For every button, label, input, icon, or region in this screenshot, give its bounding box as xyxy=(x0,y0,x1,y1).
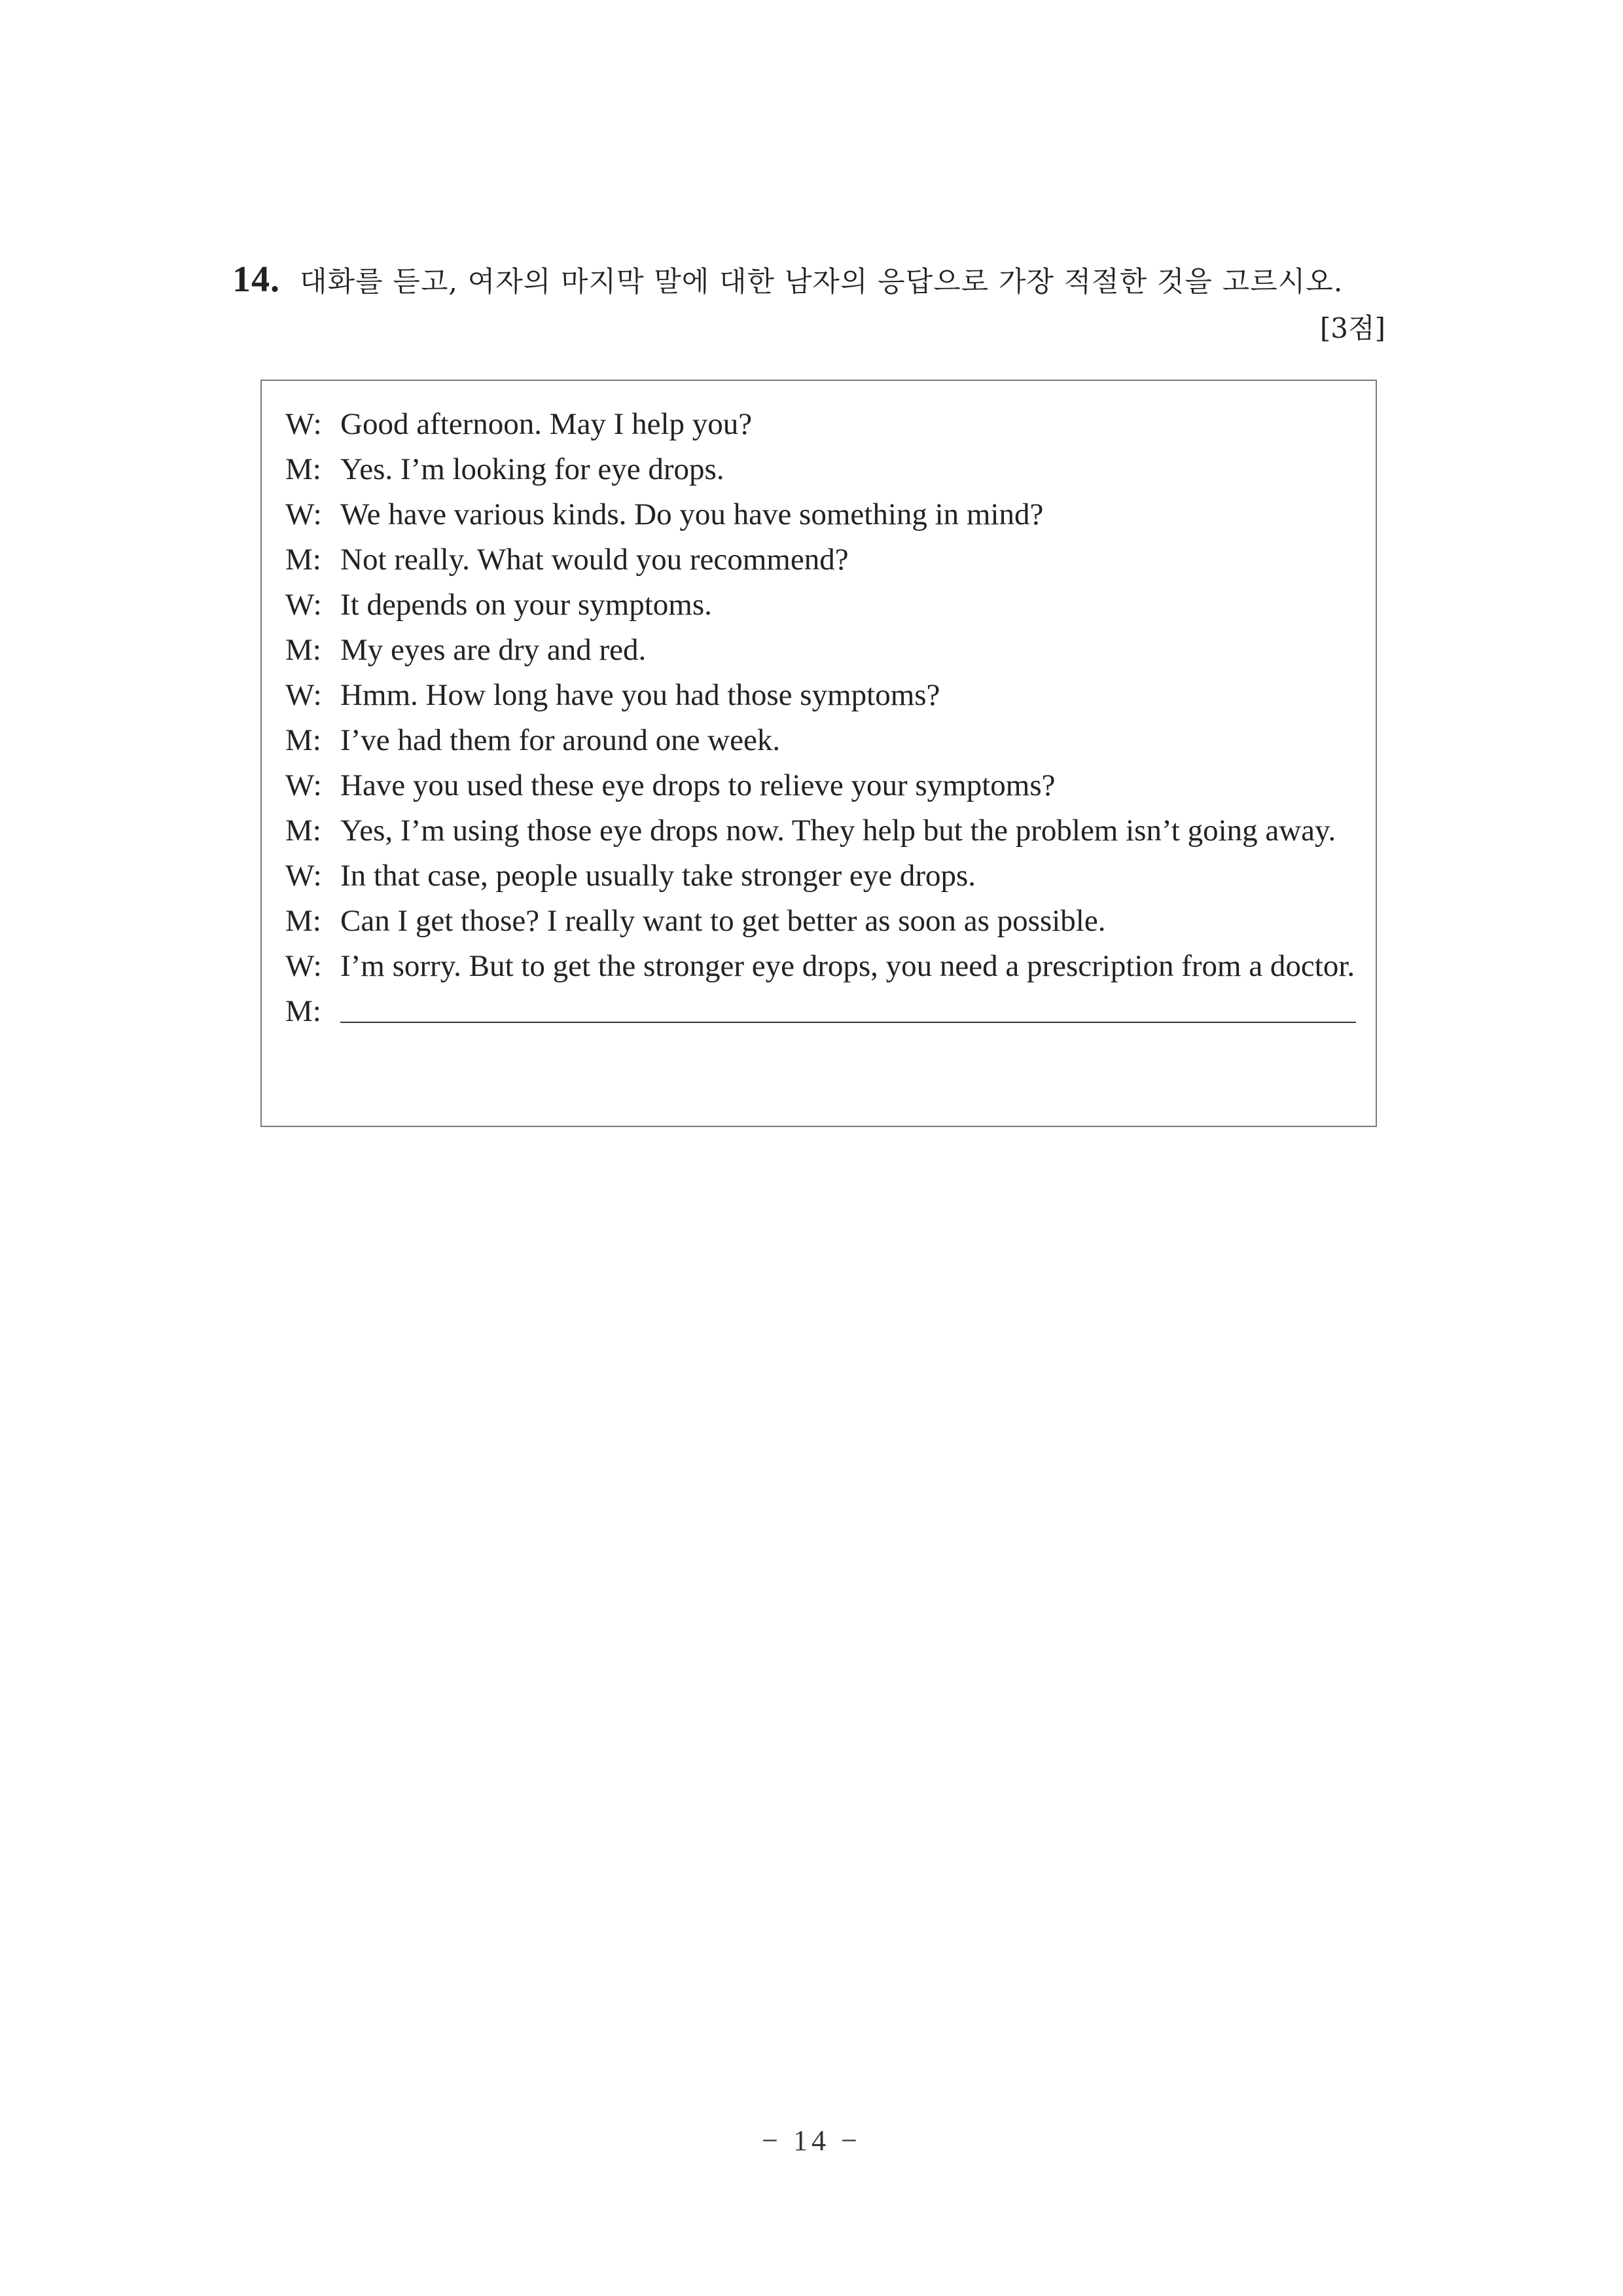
dialog-line xyxy=(285,673,1356,718)
dialog-line xyxy=(285,628,1356,673)
speaker-label: W: xyxy=(285,678,322,712)
page-number: − 14 − xyxy=(762,2125,861,2157)
speaker-label: M: xyxy=(285,452,321,486)
speaker-label: M: xyxy=(285,994,321,1028)
utterance: Have you used these eye drops to relieve your symptoms? xyxy=(340,768,1056,802)
question-line xyxy=(232,259,1385,300)
question-number: 14. xyxy=(232,259,280,300)
utterance: We have various kinds. Do you have something in mind? xyxy=(340,497,1044,531)
utterance: In that case, people usually take stronger eye drops. xyxy=(340,859,976,893)
utterance: Good afternoon. May I help you? xyxy=(340,407,753,441)
dialog-line xyxy=(285,583,1356,628)
speaker-label: M: xyxy=(285,543,321,577)
dialog-line xyxy=(285,853,1356,899)
speaker-label: M: xyxy=(285,633,321,667)
dialog-line xyxy=(285,402,1356,447)
dialog-lines xyxy=(285,402,1356,1034)
speaker-label: M: xyxy=(285,723,321,757)
dialog-line xyxy=(285,537,1356,583)
dialog-line xyxy=(285,718,1356,763)
speaker-label: M: xyxy=(285,904,321,938)
dialog-line xyxy=(285,763,1356,808)
speaker-label: W: xyxy=(285,588,322,622)
speaker-label: W: xyxy=(285,768,322,802)
dialog-line xyxy=(285,492,1356,537)
dialog-box xyxy=(260,380,1377,1127)
question-points: [3점] xyxy=(1319,312,1385,344)
dialog-line xyxy=(285,808,1356,853)
dialog-line xyxy=(285,899,1356,944)
speaker-label: W: xyxy=(285,497,322,531)
utterance: My eyes are dry and red. xyxy=(340,633,647,667)
dialog-line-answer xyxy=(285,989,1356,1034)
utterance: Yes, I’m using those eye drops now. They help but the problem isn’t going away. xyxy=(340,814,1336,848)
question-prompt: 대화를 듣고, 여자의 마지막 말에 대한 남자의 응답으로 가장 적절한 것을 고르시오. xyxy=(300,266,1344,298)
question-header xyxy=(232,259,1385,346)
utterance: Can I get those? I really want to get better as soon as possible. xyxy=(340,904,1106,938)
dialog-line xyxy=(285,447,1356,492)
utterance: It depends on your symptoms. xyxy=(340,588,712,622)
utterance: Not really. What would you recommend? xyxy=(340,543,849,577)
utterance: Hmm. How long have you had those symptoms? xyxy=(340,678,940,712)
utterance: Yes. I’m looking for eye drops. xyxy=(340,452,724,486)
speaker-label: W: xyxy=(285,407,322,441)
speaker-label: W: xyxy=(285,859,322,893)
utterance: I’ve had them for around one week. xyxy=(340,723,781,757)
utterance: I’m sorry. But to get the stronger eye drops, you need a prescription from a doctor. xyxy=(340,949,1355,983)
speaker-label: W: xyxy=(285,949,322,983)
answer-blank-line xyxy=(340,989,1356,1023)
speaker-label: M: xyxy=(285,814,321,848)
dialog-line xyxy=(285,944,1356,989)
